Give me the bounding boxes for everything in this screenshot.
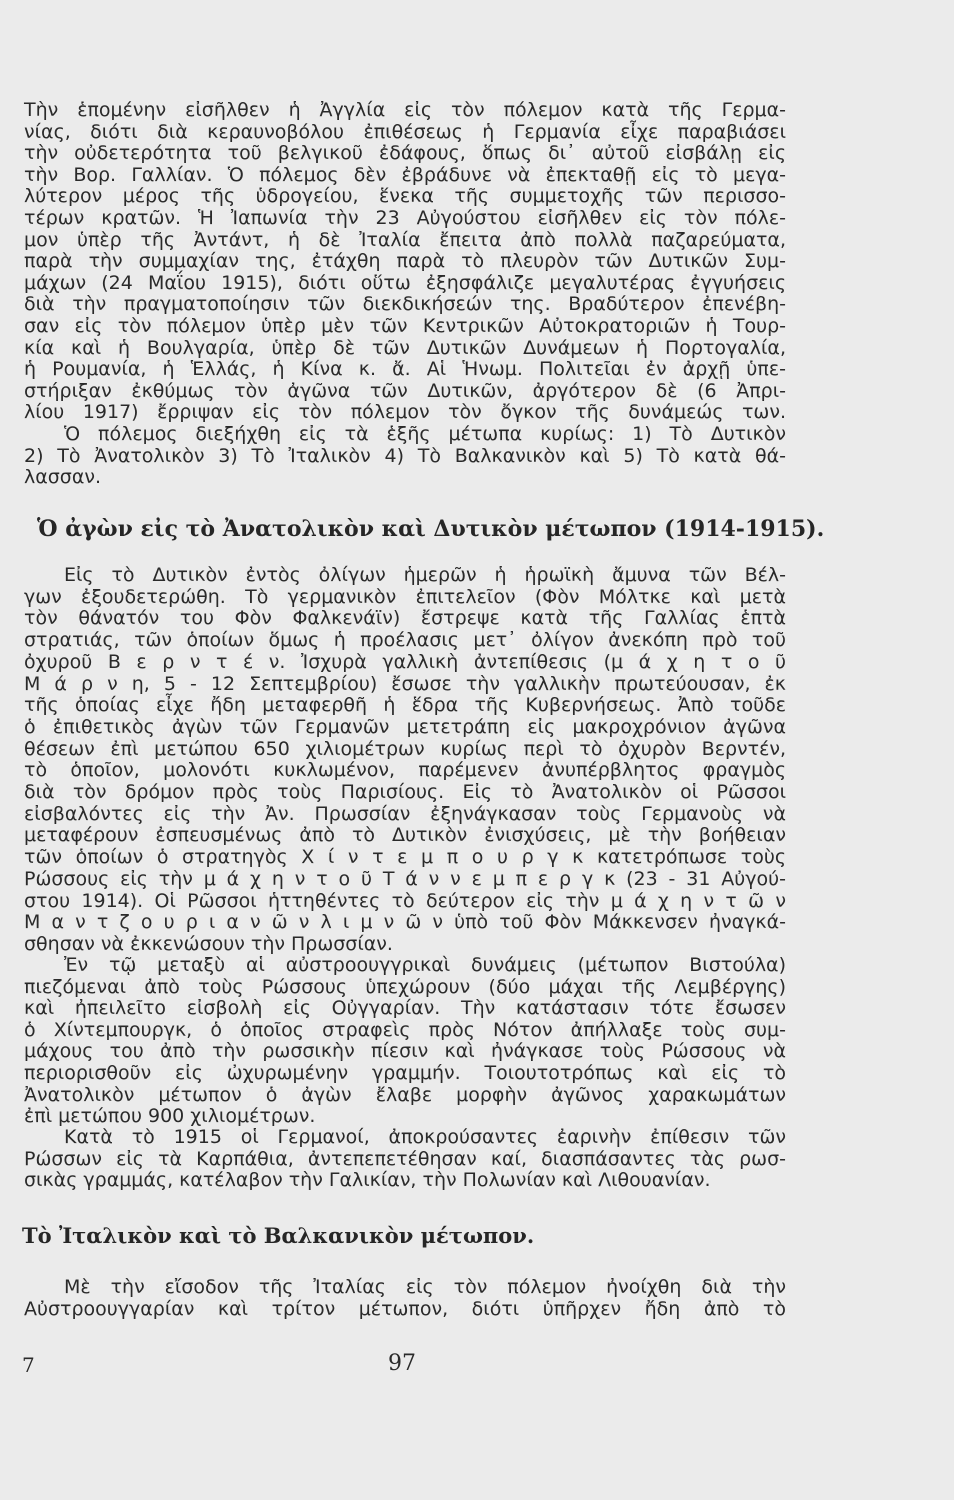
text-line: μον ὑπὲρ τῆς Ἀντάντ, ἡ δὲ Ἰταλία ἔπειτα ἀπὸ πολλὰ παζαρεύματα, [24,228,786,251]
text-line: γων ἐξουδετερώθη. Τὸ γερμανικὸν ἐπιτελεῖον (Φὸν Μόλτκε καὶ μετὰ [24,585,786,608]
text-line: στρατιάς, τῶν ὁποίων ὅμως ἡ προέλασις μετ᾽ ὀλίγον ἀνεκόπη πρὸ τοῦ [24,629,786,652]
text-line: διὰ τὸν δρόμον πρὸς τοὺς Παρισίους. Εἰς τὸ Ἀνατολικὸν οἱ Ρῶσσοι [24,781,786,803]
text-line: θέσεων ἐπὶ μετώπου 650 χιλιομέτρων κυρίως περὶ τὸ ὀχυρὸν Βερντέν, [24,737,786,760]
text-line: τὴν Βορ. Γαλλίαν. Ὁ πόλεμος δὲν ἐβράδυνε νὰ ἐπεκταθῇ εἰς τὸ μεγα- [24,163,786,186]
text-line: περιορισθοῦν εἰς ὠχυρωμένην γραμμήν. Τοιουτοτρόπως καὶ εἰς τὸ [24,1062,786,1084]
text-line: Ρώσσους εἰς τὴν μ ά χ η ν τ ο ῦ Τ ά ν ν ε μ π ε ρ γ κ (23 - 31 Αὐγού- [24,867,786,890]
text-line: λίου 1917) ἔρριψαν εἰς τὸν πόλεμον τὸν ὄγκον τῆς δυνάμεώς των. [24,401,786,424]
text-line: τὴν οὐδετερότητα τοῦ βελγικοῦ ἐδάφους, ὅπως δι᾽ αὐτοῦ εἰσβάλῃ εἰς [24,142,786,165]
text-line: μάχων (24 Μαΐου 1915), διότι οὕτω ἐξησφάλιζε μεγαλυτέρας ἐγγυήσεις [24,271,786,294]
section-heading-eastern-western-front: Ὁ ἀγὼν εἰς τὸ Ἀνατολικὸν καὶ Δυτικὸν μέτωπον (1914-1915). [37,516,825,542]
text-line: λύτερον μέρος τῆς ὑδρογείου, ἕνεκα τῆς συμμετοχῆς τῶν περισσο- [24,185,786,208]
text-line: ὁ ἐπιθετικὸς ἀγὼν τῶν Γερμανῶν μετετράπη εἰς μακροχρόνιον ἀγῶνα [24,715,786,738]
text-line: τὸ ὁποῖον, μολονότι κυκλωμένον, παρέμενεν ἀνυπέρβλητος φραγμὸς [24,759,786,782]
text-line: Ρώσσων εἰς τὰ Καρπάθια, ἀντεπεπετέθησαν καί, διασπάσαντες τὰς ρωσ- [24,1147,786,1170]
text-line: σθησαν νὰ ἐκκενώσουν τὴν Πρωσσίαν. [24,932,393,955]
text-line: 2) Τὸ Ἀνατολικὸν 3) Τὸ Ἰταλικὸν 4) Τὸ Βαλκανικὸν καὶ 5) Τὸ κατὰ θά- [24,444,786,467]
text-line: ὀχυροῦ Β ε ρ ν τ έ ν. Ἰσχυρὰ γαλλικὴ ἀντεπίθεσις (μ ά χ η τ ο ῦ [24,650,786,673]
text-line: Κατὰ τὸ 1915 οἱ Γερμανοί, ἀποκρούσαντες ἐαρινὴν ἐπίθεσιν τῶν [64,1126,786,1148]
section-heading-italian-balkan-front: Τὸ Ἰταλικὸν καὶ τὸ Βαλκανικὸν μέτωπον. [22,1223,535,1248]
text-line: παρὰ τὴν συμμαχίαν της, ἐτάχθη παρὰ τὸ πλευρὸν τῶν Δυτικῶν Συμ- [24,250,786,273]
text-line: ἡ Ρουμανία, ἡ Ἑλλάς, ἡ Κίνα κ. ἄ. Αἱ Ἡνωμ. Πολιτεῖαι ἐν ἀρχῇ ὑπε- [24,358,786,381]
text-line: Αὐστροουγγαρίαν καὶ τρίτον μέτωπον, διότι ὑπῆρχεν ἤδη ἀπὸ τὸ [24,1297,786,1320]
text-line: τῆς ὁποίας εἶχε ἤδη μεταφερθῆ ἡ ἕδρα τῆς Κυβερνήσεως. Ἀπὸ τοῦδε [24,694,786,717]
page-number: 97 [388,1351,416,1376]
text-line: τῶν ὁποίων ὁ στρατηγὸς Χ ί ν τ ε μ π ο υ ρ γ κ κατετρόπωσε τοὺς [24,846,786,869]
text-line: κία καὶ ἡ Βουλγαρία, ὑπὲρ δὲ τῶν Δυτικῶν Δυνάμεων ἡ Πορτογαλία, [24,336,786,359]
text-line: τέρων κρατῶν. Ἡ Ἰαπωνία τὴν 23 Αὐγούστου εἰσῆλθεν εἰς τὸν πόλε- [24,207,786,229]
text-line: σαν εἰς τὸν πόλεμον ὑπὲρ μὲν τῶν Κεντρικῶν Αὐτοκρατοριῶν ἡ Τουρ- [24,315,786,337]
text-line: στου 1914). Οἱ Ρῶσσοι ἡττηθέντες τὸ δεύτερον εἰς τὴν μ ά χ η ν τ ῶ ν [24,889,786,912]
text-line: μάχους του ἀπὸ τὴν ρωσσικὴν πίεσιν καὶ ἠνάγκασε τοὺς Ρώσσους νὰ [24,1040,786,1063]
text-line: Μ α ν τ ζ ο υ ρ ι α ν ῶ ν λ ι μ ν ῶ ν ὑπὸ τοῦ Φὸν Μάκκενσεν ἠναγκά- [24,911,786,934]
text-line: Ὁ πόλεμος διεξήχθη εἰς τὰ ἑξῆς μέτωπα κυρίως: 1) Τὸ Δυτικὸν [64,423,786,445]
text-line: Τὴν ἑπομένην εἰσῆλθεν ἡ Ἀγγλία εἰς τὸν πόλεμον κατὰ τῆς Γερμα- [24,99,786,121]
text-line: Μὲ τὴν εἴσοδον τῆς Ἰταλίας εἰς τὸν πόλεμον ἠνοίχθη διὰ τὴν [64,1276,786,1298]
text-line: στήριξαν ἐκθύμως τὸν ἀγῶνα τῶν Δυτικῶν, ἀργότερον δὲ (6 Ἀπρι- [24,379,786,402]
text-line: Μ ά ρ ν η, 5 - 12 Σεπτεμβρίου) ἔσωσε τὴν γαλλικὴν πρωτεύουσαν, ἐκ [24,672,786,695]
signature-mark: 7 [22,1353,35,1377]
text-line: μεταφέρουν ἐσπευσμένως ἀπὸ τὸ Δυτικὸν ἐνισχύσεις, μὲ τὴν βοήθειαν [24,824,786,847]
text-line: Εἰς τὸ Δυτικὸν ἐντὸς ὀλίγων ἡμερῶν ἡ ἡρωϊκὴ ἄμυνα τῶν Βέλ- [64,564,786,586]
text-line: λασσαν. [24,466,102,489]
text-line: Ἐν τῷ μεταξὺ αἱ αὐστροουγγρικαὶ δυνάμεις (μέτωπον Βιστούλα) [64,954,786,976]
text-line: Ἀνατολικὸν μέτωπον ὁ ἀγὼν ἔλαβε μορφὴν ἀγῶνος χαρακωμάτων [24,1083,786,1106]
text-line: νίας, διότι διὰ κεραυνοβόλου ἐπιθέσεως ἡ Γερμανία εἶχε παραβιάσει [24,120,786,143]
text-line: καὶ ἠπειλεῖτο εἰσβολὴ εἰς Οὐγγαρίαν. Τὴν κατάστασιν τότε ἔσωσεν [24,997,786,1020]
text-line: πιεζόμεναι ἀπὸ τοὺς Ρώσσους ὑπεχώρουν (δύο μάχαι τῆς Λεμβέργης) [24,975,786,998]
text-line: ὁ Χίντεμπουργκ, ὁ ὁποῖος στραφεὶς πρὸς Νότον ἀπήλλαξε τοὺς συμ- [24,1018,786,1041]
text-line: τὸν θάνατόν του Φὸν Φαλκενάϊν) ἔστρεψε κατὰ τῆς Γαλλίας ἑπτὰ [24,607,786,630]
text-line: διὰ τὴν πραγματοποίησιν τῶν διεκδικήσεών της. Βραδύτερον ἐπενέβη- [24,293,786,316]
text-line: σικὰς γραμμάς, κατέλαβον τὴν Γαλικίαν, τὴν Πολωνίαν καὶ Λιθουανίαν. [24,1169,711,1192]
text-line: ἐπὶ μετώπου 900 χιλιομέτρων. [24,1105,316,1128]
text-line: εἰσβαλόντες εἰς τὴν Ἀν. Πρωσσίαν ἐξηνάγκασαν τοὺς Γερμανοὺς νὰ [24,802,786,825]
